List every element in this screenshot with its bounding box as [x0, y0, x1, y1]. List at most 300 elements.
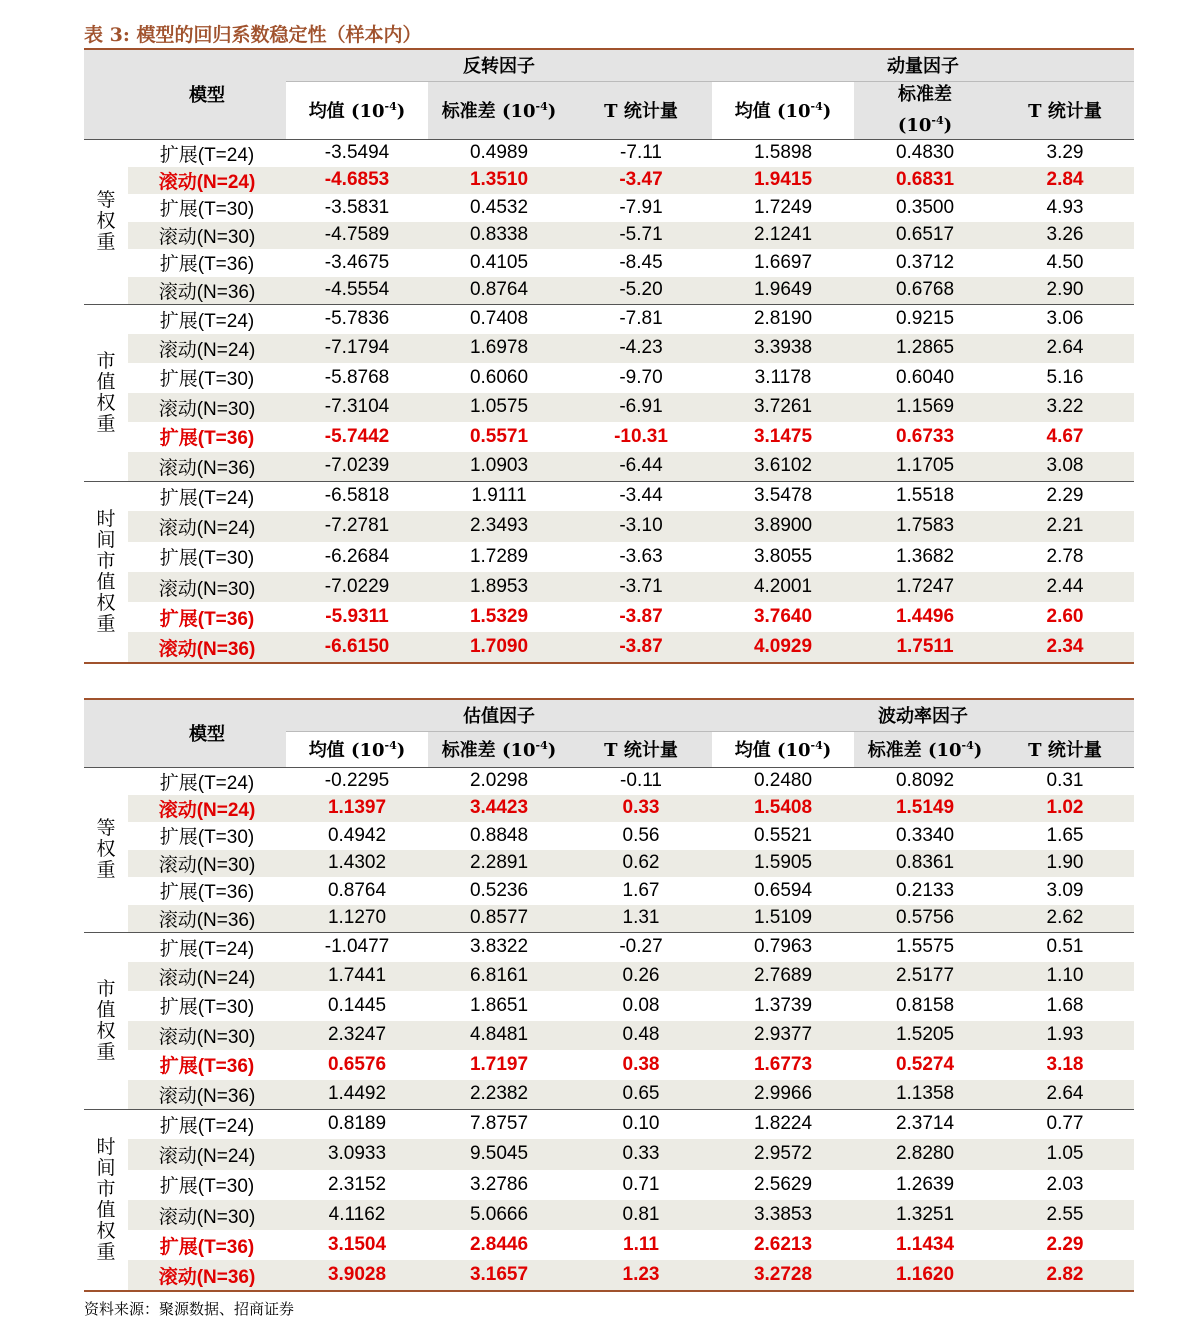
stat-header: 均值 $(10^{-4})$: [712, 731, 854, 767]
cell-value: 1.02: [996, 795, 1134, 823]
model-name: 扩展(T=30): [159, 199, 255, 221]
cell-value: 3.3853: [712, 1200, 854, 1230]
cell-value: 2.90: [996, 277, 1134, 305]
table-row: [84, 334, 1134, 364]
cell-value: 2.8280: [854, 1139, 996, 1169]
cell-value: 1.5109: [712, 905, 854, 933]
cell-value: -6.5818: [286, 481, 428, 511]
table-row: [84, 139, 1134, 167]
cell-value: 1.7247: [854, 572, 996, 602]
cell-value: -1.0477: [286, 932, 428, 962]
cell-value: 2.5629: [753, 1173, 813, 1195]
group-label-text: 市值权重: [96, 349, 116, 435]
cell-value: -6.2684: [324, 545, 390, 567]
table-row: [84, 572, 1134, 602]
group-label-text: 市值权重: [96, 977, 116, 1063]
cell-value: 0.65: [570, 1080, 712, 1110]
cell-value: 0.26: [570, 962, 712, 992]
cell-value: 1.5205: [854, 1021, 996, 1051]
cell-value: 3.9028: [286, 1260, 428, 1290]
cell-value: 4.1162: [286, 1200, 428, 1230]
cell-value: -10.31: [614, 425, 668, 447]
cell-value: 1.7289: [469, 545, 529, 567]
cell-value: 0.8764: [327, 879, 387, 901]
cell-value: -6.44: [570, 452, 712, 482]
model-name: 扩展(T=30): [159, 1176, 255, 1198]
cell-value: 3.8322: [428, 932, 570, 962]
cell-value: 0.08: [622, 994, 660, 1016]
cell-value: 1.67: [622, 879, 660, 901]
cell-value: 5.16: [1046, 366, 1084, 388]
cell-value: 2.34: [996, 632, 1134, 662]
cell-value: 1.1358: [854, 1080, 996, 1110]
cell-value: 0.33: [570, 1139, 712, 1169]
model-name: 扩展(T=36): [159, 1236, 255, 1258]
cell-value: 1.0903: [428, 452, 570, 482]
cell-value: 1.1397: [286, 795, 428, 823]
table-row: [84, 542, 1134, 572]
table-row: [84, 1260, 1134, 1290]
stat-header: 标准差 $(10^{-4})$: [854, 731, 996, 767]
model-name: 扩展(T=36): [159, 608, 255, 630]
cell-value: 9.5045: [428, 1139, 570, 1169]
cell-value: 3.6102: [712, 452, 854, 482]
cell-value: 0.1445: [327, 994, 387, 1016]
stat-header: 标准差 $(10^{-4})$: [428, 81, 570, 139]
table-row: [84, 767, 1134, 795]
cell-value: 1.7583: [854, 511, 996, 541]
exponent: -4: [535, 100, 548, 113]
model-name: 扩展(T=24): [128, 1109, 286, 1139]
cell-value: -3.5494: [286, 139, 428, 167]
cell-value: 2.60: [1046, 606, 1084, 628]
cell-value: -0.2295: [286, 767, 428, 795]
exponent: -4: [384, 100, 397, 113]
cell-value: 3.3938: [712, 334, 854, 364]
group-label: [84, 139, 128, 304]
cell-value: 1.90: [996, 850, 1134, 878]
cell-value: 4.0929: [712, 632, 854, 662]
header-row-factors: [84, 49, 1134, 81]
stat-header: T 统计量: [570, 731, 712, 767]
cell-value: -4.6853: [286, 167, 428, 195]
table-row: [84, 1170, 1134, 1200]
cell-value: 2.9572: [712, 1139, 854, 1169]
model-name: 滚动(N=24): [128, 1139, 286, 1169]
cell-value: 0.5521: [753, 824, 813, 846]
cell-value: 3.1475: [753, 425, 813, 447]
stat-header: T 统计量: [570, 81, 712, 139]
cell-value: 0.8361: [854, 850, 996, 878]
cell-value: 1.3251: [854, 1200, 996, 1230]
model-name: 滚动(N=24): [128, 167, 286, 195]
cell-value: 2.0298: [428, 767, 570, 795]
cell-value: 2.82: [996, 1260, 1134, 1290]
cell-value: 0.8764: [428, 277, 570, 305]
model-name: 滚动(N=24): [128, 795, 286, 823]
cell-value: 2.5177: [854, 962, 996, 992]
cell-value: 0.33: [570, 795, 712, 823]
source-note: 资料来源：聚源数据、招商证券: [84, 1300, 295, 1318]
cell-value: -7.2781: [286, 511, 428, 541]
cell-value: 1.2639: [895, 1173, 955, 1195]
cell-value: 1.9649: [712, 277, 854, 305]
cell-value: 0.3712: [895, 251, 955, 273]
cell-value: -3.47: [570, 167, 712, 195]
cell-value: 0.3500: [895, 196, 955, 218]
cell-value: -6.6150: [286, 632, 428, 662]
model-name: 滚动(N=30): [128, 850, 286, 878]
cell-value: 1.5329: [469, 606, 529, 628]
cell-value: -3.10: [570, 511, 712, 541]
stat-header: 均值 $(10^{-4})$: [712, 81, 854, 139]
cell-value: 6.8161: [428, 962, 570, 992]
table-row: [84, 822, 1134, 850]
table-row: [84, 422, 1134, 452]
table-row: [84, 393, 1134, 423]
factor-header-b: 波动率因子: [712, 699, 1134, 731]
cell-value: 1.5905: [712, 850, 854, 878]
cell-value: 3.0933: [286, 1139, 428, 1169]
table-row: [84, 932, 1134, 962]
cell-value: 1.10: [996, 962, 1134, 992]
cell-value: 1.68: [1046, 994, 1084, 1016]
cell-value: 3.5478: [712, 481, 854, 511]
cell-value: 1.3739: [753, 994, 813, 1016]
group-label-text: 等权重: [96, 817, 116, 881]
cell-value: -0.27: [570, 932, 712, 962]
model-name: 扩展(T=36): [159, 428, 255, 450]
cell-value: 2.9966: [712, 1080, 854, 1110]
model-name: 滚动(N=30): [128, 1021, 286, 1051]
cell-value: -9.70: [619, 366, 663, 388]
model-name: 扩展(T=24): [128, 767, 286, 795]
cell-value: 3.09: [1046, 879, 1084, 901]
table-row: [84, 222, 1134, 250]
cell-value: 2.8190: [712, 304, 854, 334]
cell-value: 0.7963: [712, 932, 854, 962]
exponent: -4: [810, 100, 823, 113]
cell-value: -4.23: [570, 334, 712, 364]
cell-value: 1.6773: [753, 1053, 813, 1075]
cell-value: 0.4105: [469, 251, 529, 273]
cell-value: 0.8338: [428, 222, 570, 250]
cell-value: -3.44: [570, 481, 712, 511]
model-name: 扩展(T=36): [159, 1056, 255, 1078]
cell-value: 0.6733: [895, 425, 955, 447]
table-row: [84, 850, 1134, 878]
model-name: 滚动(N=24): [128, 334, 286, 364]
model-header: 模型: [128, 49, 286, 139]
cell-value: -8.45: [619, 251, 663, 273]
cell-value: 2.64: [996, 1080, 1134, 1110]
group-label-text: 时间市值权重: [96, 507, 116, 635]
model-name: 扩展(T=36): [159, 254, 255, 276]
cell-value: 7.8757: [428, 1109, 570, 1139]
table-row: [84, 632, 1134, 662]
cell-value: 1.31: [570, 905, 712, 933]
cell-value: 1.0575: [428, 393, 570, 423]
cell-value: -5.71: [570, 222, 712, 250]
model-name: 滚动(N=24): [128, 962, 286, 992]
cell-value: 1.9111: [428, 481, 570, 511]
cell-value: 0.4830: [854, 139, 996, 167]
cell-value: 3.18: [1046, 1053, 1084, 1075]
cell-value: 0.5756: [854, 905, 996, 933]
cell-value: -7.0229: [286, 572, 428, 602]
cell-value: -3.71: [570, 572, 712, 602]
cell-value: -3.4675: [324, 251, 390, 273]
table-row: [84, 277, 1134, 305]
cell-value: 0.6831: [854, 167, 996, 195]
cell-value: 0.6576: [327, 1053, 387, 1075]
table-row: [84, 795, 1134, 823]
cell-value: 4.50: [1046, 251, 1084, 273]
cell-value: 1.3510: [428, 167, 570, 195]
table-caption: 表 3: 模型的回归系数稳定性（样本内）: [84, 24, 422, 46]
table-row: [84, 1050, 1134, 1080]
cell-value: 3.29: [996, 139, 1134, 167]
table-row: [84, 249, 1134, 277]
model-name: 扩展(T=24): [128, 481, 286, 511]
cell-value: 2.1241: [712, 222, 854, 250]
table-row: [84, 1021, 1134, 1051]
cell-value: 1.1705: [854, 452, 996, 482]
table-row: [84, 1230, 1134, 1260]
table-row: [84, 1080, 1134, 1110]
cell-value: 1.5518: [854, 481, 996, 511]
cell-value: 4.8481: [428, 1021, 570, 1051]
cell-value: 0.10: [570, 1109, 712, 1139]
model-name: 扩展(T=24): [128, 304, 286, 334]
cell-value: 2.3152: [327, 1173, 387, 1195]
cell-value: 3.22: [996, 393, 1134, 423]
group-label: [84, 1109, 128, 1291]
table-row: [84, 602, 1134, 632]
cell-value: 2.6213: [753, 1234, 813, 1256]
exponent: -4: [384, 739, 397, 752]
cell-value: 1.93: [996, 1021, 1134, 1051]
cell-value: -3.63: [619, 545, 663, 567]
cell-value: 2.03: [1046, 1173, 1084, 1195]
cell-value: 1.1620: [854, 1260, 996, 1290]
cell-value: 2.2891: [428, 850, 570, 878]
cell-value: 0.6594: [753, 879, 813, 901]
factor-header-a: 估值因子: [286, 699, 712, 731]
model-name: 扩展(T=30): [159, 548, 255, 570]
stat-header: T 统计量: [996, 731, 1134, 767]
cell-value: 1.9415: [712, 167, 854, 195]
cell-value: 2.3493: [428, 511, 570, 541]
cell-value: 1.8224: [712, 1109, 854, 1139]
cell-value: 2.7689: [712, 962, 854, 992]
cell-value: 3.2728: [712, 1260, 854, 1290]
cell-value: 0.6060: [469, 366, 529, 388]
cell-value: 2.21: [996, 511, 1134, 541]
cell-value: -0.11: [570, 767, 712, 795]
group-label: [84, 304, 128, 481]
model-name: 滚动(N=36): [128, 1080, 286, 1110]
cell-value: 1.11: [623, 1234, 659, 1256]
cell-value: -7.91: [619, 196, 663, 218]
cell-value: 2.9377: [712, 1021, 854, 1051]
cell-value: 1.1270: [286, 905, 428, 933]
model-name: 滚动(N=36): [128, 277, 286, 305]
cell-value: 0.5274: [895, 1053, 955, 1075]
cell-value: 1.65: [1046, 824, 1084, 846]
cell-value: 3.1657: [428, 1260, 570, 1290]
group-label: [84, 767, 128, 932]
exponent: -4: [961, 739, 974, 752]
factor-header-b: 动量因子: [712, 49, 1134, 81]
model-name: 滚动(N=30): [128, 1200, 286, 1230]
cell-value: -5.8768: [324, 366, 390, 388]
cell-value: -4.5554: [286, 277, 428, 305]
cell-value: -5.7836: [286, 304, 428, 334]
group-label-text: 等权重: [96, 189, 116, 253]
model-name: 滚动(N=36): [128, 452, 286, 482]
cell-value: 2.84: [996, 167, 1134, 195]
table-row: [84, 194, 1134, 222]
cell-value: 0.62: [570, 850, 712, 878]
table-row: [84, 363, 1134, 393]
cell-value: 1.4492: [286, 1080, 428, 1110]
table-row: [84, 905, 1134, 933]
cell-value: 0.2480: [712, 767, 854, 795]
cell-value: 0.38: [622, 1053, 660, 1075]
factor-header-a: 反转因子: [286, 49, 712, 81]
model-name: 滚动(N=36): [128, 905, 286, 933]
model-name: 滚动(N=36): [128, 632, 286, 662]
cell-value: 1.7090: [428, 632, 570, 662]
model-name: 滚动(N=24): [128, 511, 286, 541]
cell-value: -7.81: [570, 304, 712, 334]
cell-value: 2.3247: [286, 1021, 428, 1051]
cell-value: 3.4423: [428, 795, 570, 823]
table-row: [84, 962, 1134, 992]
cell-value: -7.11: [570, 139, 712, 167]
table-row: [84, 304, 1134, 334]
cell-value: 0.7408: [428, 304, 570, 334]
cell-value: 0.6768: [854, 277, 996, 305]
cell-value: 0.56: [622, 824, 660, 846]
cell-value: 3.26: [996, 222, 1134, 250]
cell-value: 1.8953: [428, 572, 570, 602]
stat-header: 均值 $(10^{-4})$: [286, 81, 428, 139]
table-row: [84, 481, 1134, 511]
cell-value: 0.8092: [854, 767, 996, 795]
cell-value: 2.8446: [469, 1234, 529, 1256]
cell-value: 0.5571: [469, 425, 529, 447]
exponent: -4: [810, 739, 823, 752]
table-row: [84, 1200, 1134, 1230]
cell-value: 0.8189: [286, 1109, 428, 1139]
cell-value: 1.5408: [712, 795, 854, 823]
cell-value: 1.5149: [854, 795, 996, 823]
table-row: [84, 1109, 1134, 1139]
cell-value: 0.77: [996, 1109, 1134, 1139]
cell-value: 1.5575: [854, 932, 996, 962]
cell-value: -7.1794: [286, 334, 428, 364]
cell-value: 2.29: [1046, 1234, 1084, 1256]
header-corner: [84, 699, 128, 767]
cell-value: 1.5898: [712, 139, 854, 167]
cell-value: 2.64: [996, 334, 1134, 364]
cell-value: 0.8848: [469, 824, 529, 846]
header-corner: [84, 49, 128, 139]
group-label: [84, 481, 128, 663]
cell-value: 1.6978: [428, 334, 570, 364]
model-name: 扩展(T=30): [159, 369, 255, 391]
cell-value: 3.7640: [753, 606, 813, 628]
cell-value: 0.6040: [895, 366, 955, 388]
cell-value: 1.7441: [286, 962, 428, 992]
cell-value: 1.3682: [895, 545, 955, 567]
cell-value: 2.44: [996, 572, 1134, 602]
group-label-text: 时间市值权重: [96, 1135, 116, 1263]
cell-value: 1.1569: [854, 393, 996, 423]
cell-value: 0.6517: [854, 222, 996, 250]
cell-value: 0.8577: [428, 905, 570, 933]
exponent: -4: [535, 739, 548, 752]
header-row-factors: [84, 699, 1134, 731]
cell-value: 0.9215: [854, 304, 996, 334]
cell-value: 1.23: [570, 1260, 712, 1290]
cell-value: 0.5236: [469, 879, 529, 901]
cell-value: 2.3714: [854, 1109, 996, 1139]
cell-value: -4.7589: [286, 222, 428, 250]
cell-value: 0.71: [622, 1173, 660, 1195]
cell-value: 5.0666: [428, 1200, 570, 1230]
model-name: 滚动(N=36): [128, 1260, 286, 1290]
cell-value: 1.7249: [753, 196, 813, 218]
cell-value: 0.8158: [895, 994, 955, 1016]
table-row: [84, 1139, 1134, 1169]
cell-value: 3.7261: [712, 393, 854, 423]
cell-value: -5.20: [570, 277, 712, 305]
cell-value: 3.8055: [753, 545, 813, 567]
cell-value: 3.2786: [469, 1173, 529, 1195]
cell-value: 4.93: [1046, 196, 1084, 218]
cell-value: -6.91: [570, 393, 712, 423]
cell-value: 0.31: [996, 767, 1134, 795]
cell-value: 0.4989: [428, 139, 570, 167]
cell-value: -7.3104: [286, 393, 428, 423]
cell-value: 1.1434: [895, 1234, 955, 1256]
model-name: 扩展(T=24): [128, 932, 286, 962]
cell-value: 1.6697: [753, 251, 813, 273]
regression-table-1: [84, 48, 1134, 664]
model-name: 滚动(N=30): [128, 572, 286, 602]
cell-value: -5.9311: [325, 606, 389, 628]
cell-value: -3.87: [619, 606, 663, 628]
cell-value: 4.67: [1046, 425, 1084, 447]
cell-value: 2.29: [996, 481, 1134, 511]
model-name: 扩展(T=30): [159, 827, 255, 849]
table-row: [84, 991, 1134, 1021]
cell-value: 1.05: [996, 1139, 1134, 1169]
stat-header: 标准差 $(10^{-4})$: [854, 81, 996, 139]
cell-value: 1.8651: [469, 994, 529, 1016]
model-name: 扩展(T=24): [128, 139, 286, 167]
cell-value: 0.4942: [327, 824, 387, 846]
model-name: 滚动(N=30): [128, 393, 286, 423]
cell-value: 3.06: [996, 304, 1134, 334]
table-row: [84, 167, 1134, 195]
model-header: 模型: [128, 699, 286, 767]
cell-value: 3.08: [996, 452, 1134, 482]
stat-header: T 统计量: [996, 81, 1134, 139]
